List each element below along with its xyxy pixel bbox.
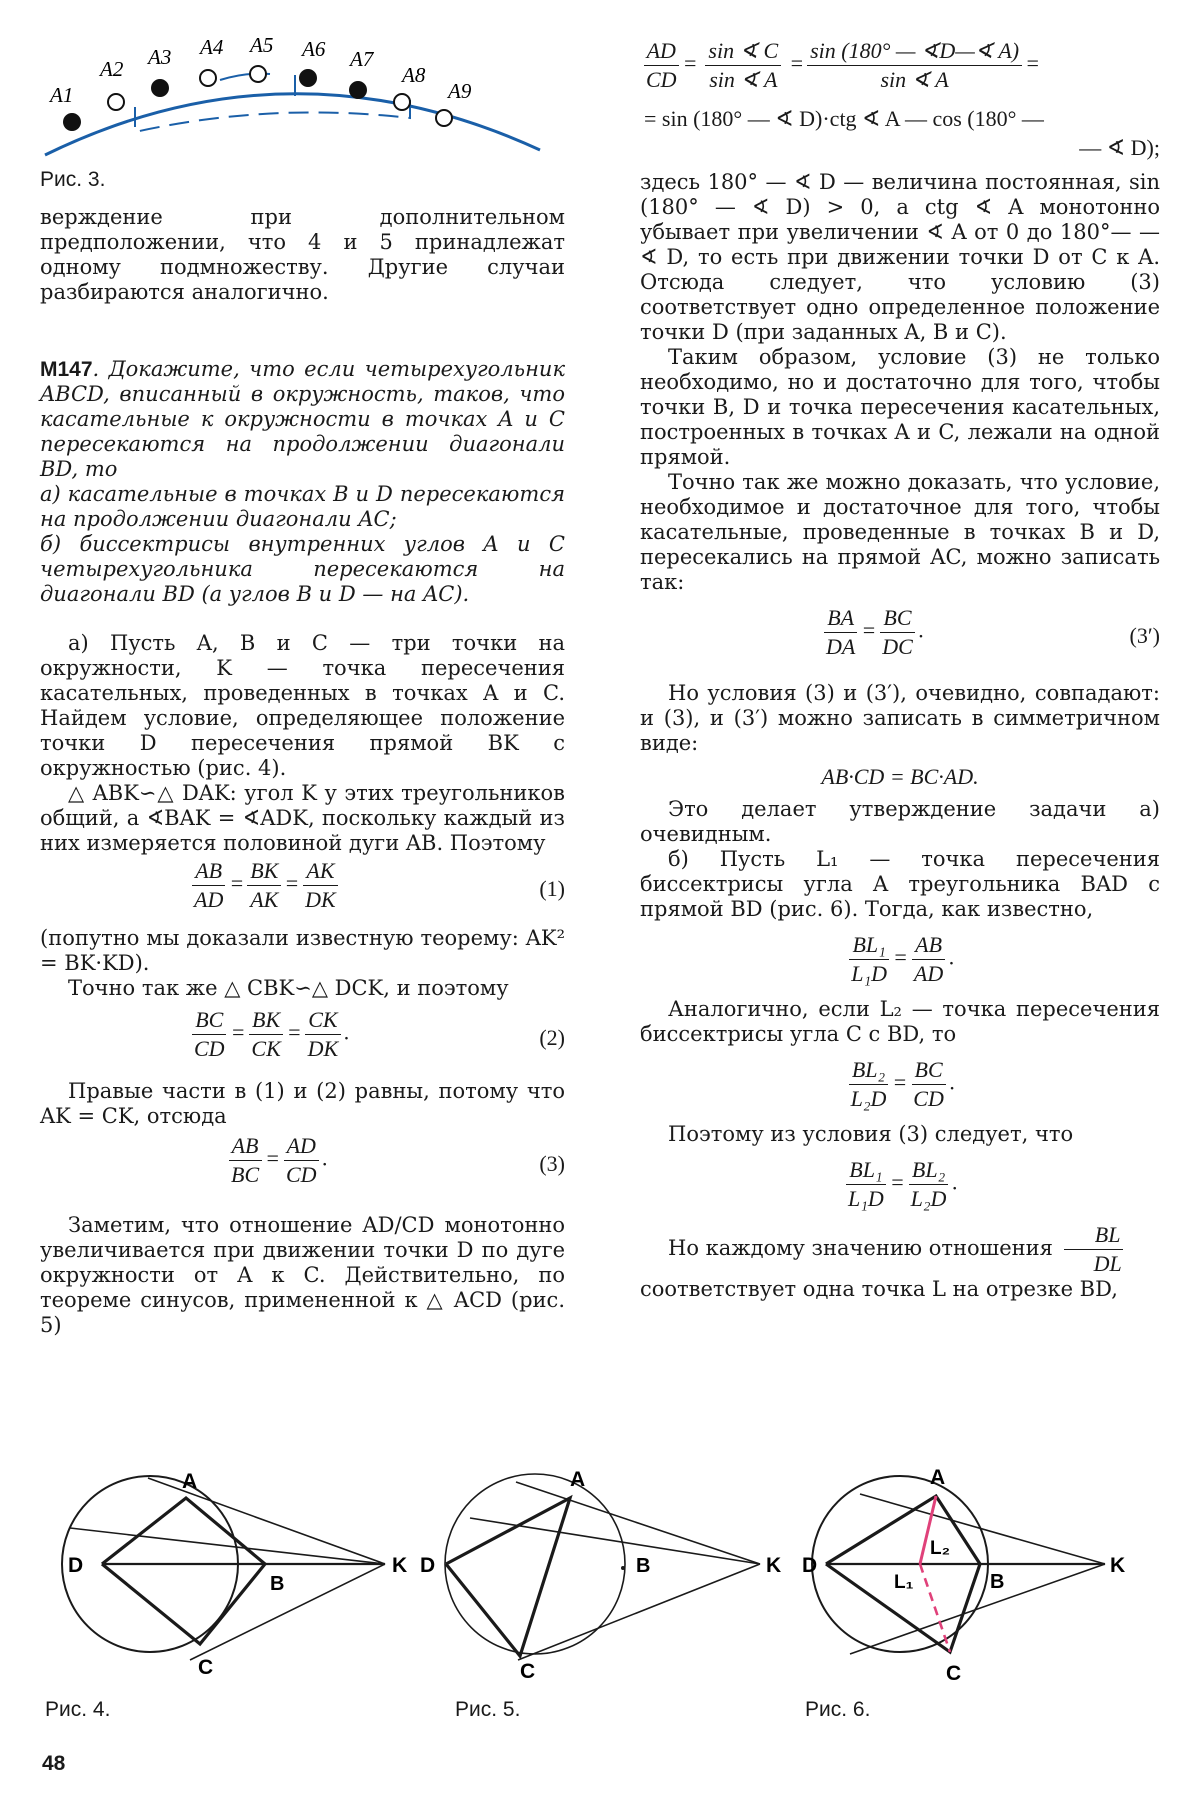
problem-part-a: а) касательные в точках B и D пересекаются на продолжении диагонали AC; [40,482,565,531]
label-l1: L₁ [894,1572,914,1593]
triangle-acd [446,1498,570,1656]
label-b: B [636,1555,651,1577]
problem-text: . Докажите, что если четырехугольник ABCD, вписанный в окружность, таков, что касательные к окружности в точках A и C пересекаются на продолжении диагонали BD, то [40,357,565,481]
solution-paragraph-2: △ ABK∽△ DAK: угол K у этих треугольников общий, а ∢BAK = ∢ADK, поскольку каждый из них измеряется половиной дуги AB. Поэтому [40,781,565,855]
figure-6-caption: Рис. 6. [805,1698,871,1721]
figure-5-caption: Рис. 5. [455,1698,521,1721]
problem-id: М147 [40,358,93,381]
bisector-c-dashed [920,1564,950,1652]
right-paragraph-1: здесь 180° — ∢ D — величина постоянная, sin (180° — ∢ D) > 0, а ctg ∢ A монотонно убывает при увеличении ∢ A от 0 до 180°— — ∢ D, то есть при движении точки D от C к A. Отсюда следует, что условию (3) соответствует одно определенное положение точки D (при заданных A, B и C). [640,170,1160,344]
tangent-line-c [518,1564,760,1660]
equation-1: $\frac{AB}{AD}$ = $\frac{BK}{AK}$ = $\frac{AK}{DK}$ (1) [194,858,565,912]
label-a: A [570,1468,586,1491]
page-number: 48 [42,1752,66,1775]
equation-1-number: (1) [539,876,565,901]
arc-point-label: A2 [100,57,124,81]
arc-point [394,94,410,110]
figure-6-diagram [800,1460,1170,1690]
arc-point [108,94,124,110]
arc-point-label: A5 [250,33,274,57]
figure-3-caption: Рис. 3. [40,168,106,191]
figure-5-diagram [420,1460,790,1690]
label-c: C [946,1662,962,1685]
right-paragraph-5: Это делает утверждение задачи а) очевидным. [640,797,1160,846]
equation-2: $\frac{BC}{CD}$ = $\frac{BK}{CK}$ = $\frac{CK}{DK}$ . (2) [194,1007,565,1061]
arc-point [300,70,316,86]
figure-4-diagram [40,1460,420,1690]
label-a: A [930,1466,946,1489]
sine-equation-line-3: — ∢ D); [1079,135,1160,160]
equation-3-prime-number: (3′) [1129,623,1160,648]
label-k: K [392,1554,408,1577]
arc-point-label: A4 [200,35,224,59]
arc-point-label: A3 [148,45,172,69]
label-k: K [1110,1554,1126,1577]
tangent-line-a [860,1494,1105,1564]
label-c: C [198,1656,214,1679]
problem-statement [40,357,565,482]
label-d: D [802,1554,818,1577]
fraction-bl-dl: $\frac{BL}{DL}$ [1063,1222,1125,1277]
arc-point-label: A1 [50,83,74,107]
arc-point-label: A9 [448,79,472,103]
equation-l2: $\frac{\text{BL₂}}{\text{L₂D}}$ = $\frac{BC}{CD}$ . [850,1057,956,1111]
arc-point [152,80,168,96]
problem-part-b: б) биссектрисы внутренних углов A и C четырехугольника пересекаются на диагонали BD (а углов B и D — на AC). [40,532,565,606]
right-paragraph-9: Но каждому значению отношения $\frac{BL}{DL}$ [640,1222,1160,1277]
label-b: B [990,1571,1005,1593]
quadrilateral-abcd [102,1498,265,1644]
label-a: A [182,1470,198,1493]
tangent-line-a [470,1518,760,1564]
right-paragraph-7: Аналогично, если L₂ — точка пересечения биссектрисы угла C с BD, то [640,997,1160,1046]
figure-3-arc-diagram [40,33,560,170]
sine-theorem-equation: $\frac{AD}{CD}$ = $\frac{\sin ∢ C}{\sin ∢ A}$ = $\frac{\sin (180^\circ — ∢D—∢ A)}{\sin ∢ A}$ = [640,38,1160,100]
label-k: K [766,1554,782,1577]
arc-point [250,66,266,82]
right-paragraph-3: Точно так же можно доказать, что условие, необходимое и достаточное для того, чтобы касательные, проведенные в точках B и D, пересекались на прямой AC, можно записать так: [640,470,1160,594]
arc-point [200,70,216,86]
dashed-bracket [135,100,410,132]
solution-paragraph-4: Точно так же △ CBK∽△ DCK, и поэтому [68,976,509,1000]
equation-2-number: (2) [539,1025,565,1050]
arc-point-label: A8 [402,63,426,87]
arc-point [436,110,452,126]
arc-point-label: A7 [350,47,374,71]
label-l2: L₂ [930,1538,951,1559]
arc-point [64,114,80,130]
equation-l1: $\frac{\text{BL₁}}{\text{L₁D}}$ = $\frac{AB}{AD}$ . [851,932,955,986]
symmetric-equation: AB·CD = BC·AD. [821,764,979,789]
solution-paragraph-5: Правые части в (1) и (2) равны, потому что AK = CK, отсюда [40,1079,565,1128]
right-paragraph-6: б) Пусть L₁ — точка пересечения биссектрисы угла A треугольника BAD с прямой BD (рис. 6). Тогда, как известно, [640,847,1160,921]
label-d: D [68,1554,84,1577]
equation-3-number: (3) [539,1151,565,1176]
right-paragraph-8: Поэтому из условия (3) следует, что [668,1122,1074,1146]
equation-3: $\frac{AB}{BC}$ = $\frac{AD}{CD}$ . (3) [40,1133,565,1199]
right-paragraph-10: соответствует одна точка L на отрезке BD, [640,1277,1118,1301]
figure-4-caption: Рис. 4. [45,1698,111,1721]
arc-point-label: A6 [302,37,326,61]
left-column [40,205,565,1338]
right-column [640,38,1160,1302]
tangent-line-c [190,1564,385,1660]
solution-paragraph-6: Заметим, что отношение AD/CD монотонно увеличивается при движении точки D по дуге окружности от A к C. Действительно, по теореме синусов, примененной к △ ACD (рис. 5) [40,1213,565,1337]
label-b: B [270,1573,285,1595]
right-paragraph-2: Таким образом, условие (3) не только необходимо, но и достаточно для того, чтобы точки B, D и точка пересечения касательных, построенных в точках A и C, лежали на одной прямой. [640,345,1160,469]
continuation-paragraph: верждение при дополнительном предположении, что 4 и 5 принадлежат одному подмножеству. Другие случаи разбираются аналогично. [40,205,565,304]
circle [445,1474,625,1654]
sine-equation-line-2: = sin (180° — ∢ D)·ctg ∢ A — cos (180° — [644,106,1044,131]
label-d: D [420,1554,436,1577]
equation-3-prime: $\frac{BA}{DA}$ = $\frac{BC}{DC}$ . (3′) [826,605,1160,659]
solution-paragraph-1: а) Пусть A, B и C — три точки на окружности, K — точка пересечения касательных, проведенных в точках A и C. Найдем условие, определяющее положение точки D пересечения прямой BK с окружностью (рис. 4). [40,631,565,780]
point-b [621,1566,625,1570]
arc-point [350,82,366,98]
solution-paragraph-3: (попутно мы доказали известную теорему: AK² = BK·KD). [40,926,565,975]
label-c: C [520,1660,536,1683]
equation-l1-l2: $\frac{\text{BL₁}}{\text{L₁D}}$ = $\frac{\text{BL₂}}{\text{L₂D}}$ . [848,1157,958,1211]
right-paragraph-4: Но условия (3) и (3′), очевидно, совпадают: и (3), и (3′) можно записать в симметричном виде: [640,681,1160,755]
